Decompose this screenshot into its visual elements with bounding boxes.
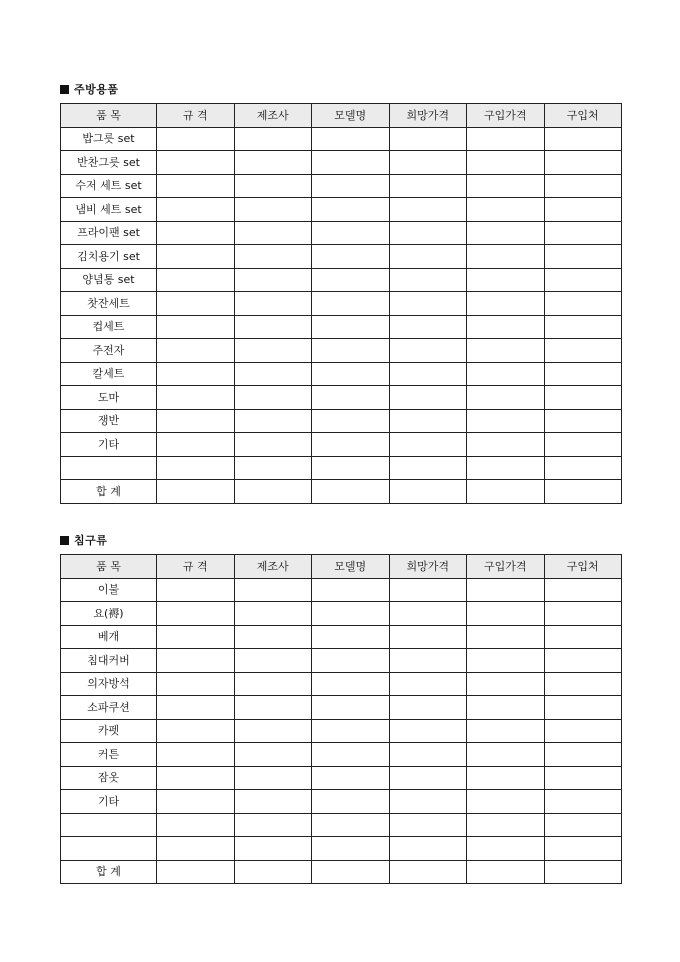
entry-cell[interactable] [467, 719, 545, 743]
entry-cell[interactable] [234, 386, 312, 410]
entry-cell[interactable] [467, 743, 545, 767]
entry-cell[interactable] [157, 292, 235, 316]
table-row [61, 362, 622, 386]
item-name-cell: 베개 [61, 625, 157, 649]
item-name-cell: 이불 [61, 578, 157, 602]
entry-cell[interactable] [467, 625, 545, 649]
item-name-cell: 잠옷 [61, 766, 157, 790]
entry-cell[interactable] [544, 386, 622, 410]
entry-cell[interactable] [389, 813, 467, 837]
item-name-cell: 소파쿠션 [61, 696, 157, 720]
entry-cell[interactable] [389, 433, 467, 457]
entry-cell[interactable] [312, 268, 390, 292]
entry-cell[interactable] [467, 174, 545, 198]
entry-cell[interactable] [157, 837, 235, 861]
table-row [61, 339, 622, 363]
table-row [61, 719, 622, 743]
section-title-bedding [60, 532, 107, 548]
entry-cell[interactable] [389, 837, 467, 861]
entry-cell[interactable] [389, 221, 467, 245]
item-name-cell: 냄비 세트 set [61, 198, 157, 222]
table-row [61, 649, 622, 673]
column-header: 모델명 [312, 104, 390, 128]
entry-cell[interactable] [157, 362, 235, 386]
table-row [61, 837, 622, 861]
entry-cell[interactable] [544, 649, 622, 673]
entry-cell[interactable] [467, 456, 545, 480]
item-name-cell [61, 813, 157, 837]
item-name-cell: 의자방석 [61, 672, 157, 696]
entry-cell[interactable] [234, 672, 312, 696]
entry-cell[interactable] [312, 719, 390, 743]
item-name-cell: 주전자 [61, 339, 157, 363]
entry-cell[interactable] [312, 625, 390, 649]
entry-cell[interactable] [467, 245, 545, 269]
column-header: 규 격 [157, 555, 235, 579]
item-name-cell [61, 456, 157, 480]
entry-cell[interactable] [157, 315, 235, 339]
section-title-text: 주방용품 [74, 83, 119, 96]
column-header: 희망가격 [389, 104, 467, 128]
entry-cell[interactable] [234, 174, 312, 198]
entry-cell[interactable] [157, 339, 235, 363]
entry-cell[interactable] [467, 860, 545, 884]
table-row [61, 409, 622, 433]
entry-cell[interactable] [467, 672, 545, 696]
item-name-cell: 기타 [61, 790, 157, 814]
entry-cell[interactable] [157, 649, 235, 673]
entry-cell[interactable] [389, 480, 467, 504]
entry-cell[interactable] [234, 649, 312, 673]
entry-cell[interactable] [312, 860, 390, 884]
entry-cell[interactable] [157, 625, 235, 649]
entry-cell[interactable] [467, 362, 545, 386]
entry-cell[interactable] [234, 409, 312, 433]
entry-cell[interactable] [389, 362, 467, 386]
table-row [61, 456, 622, 480]
item-name-cell: 합 계 [61, 480, 157, 504]
entry-cell[interactable] [157, 386, 235, 410]
entry-cell[interactable] [234, 339, 312, 363]
table-row [61, 245, 622, 269]
item-name-cell: 칼세트 [61, 362, 157, 386]
entry-cell[interactable] [389, 339, 467, 363]
entry-cell[interactable] [234, 480, 312, 504]
entry-cell[interactable] [234, 362, 312, 386]
table-row [61, 174, 622, 198]
entry-cell[interactable] [544, 837, 622, 861]
entry-cell[interactable] [544, 602, 622, 626]
item-name-cell [61, 837, 157, 861]
entry-cell[interactable] [312, 456, 390, 480]
item-name-cell: 합 계 [61, 860, 157, 884]
column-header: 구입가격 [467, 104, 545, 128]
bedding-items-table [60, 554, 622, 884]
entry-cell[interactable] [157, 245, 235, 269]
entry-cell[interactable] [234, 860, 312, 884]
column-header: 구입가격 [467, 555, 545, 579]
entry-cell[interactable] [467, 198, 545, 222]
table-row [61, 386, 622, 410]
table-row [61, 268, 622, 292]
entry-cell[interactable] [544, 174, 622, 198]
entry-cell[interactable] [234, 578, 312, 602]
entry-cell[interactable] [157, 743, 235, 767]
entry-cell[interactable] [389, 672, 467, 696]
entry-cell[interactable] [544, 790, 622, 814]
table-row [61, 672, 622, 696]
entry-cell[interactable] [544, 151, 622, 175]
entry-cell[interactable] [544, 221, 622, 245]
kitchen-items-table [60, 103, 622, 504]
entry-cell[interactable] [312, 480, 390, 504]
entry-cell[interactable] [389, 766, 467, 790]
entry-cell[interactable] [389, 245, 467, 269]
entry-cell[interactable] [234, 221, 312, 245]
entry-cell[interactable] [544, 766, 622, 790]
column-header: 제조사 [234, 555, 312, 579]
entry-cell[interactable] [312, 198, 390, 222]
entry-cell[interactable] [157, 696, 235, 720]
entry-cell[interactable] [467, 268, 545, 292]
entry-cell[interactable] [544, 480, 622, 504]
entry-cell[interactable] [234, 813, 312, 837]
entry-cell[interactable] [157, 672, 235, 696]
item-name-cell: 밥그릇 set [61, 127, 157, 151]
entry-cell[interactable] [157, 860, 235, 884]
entry-cell[interactable] [157, 766, 235, 790]
entry-cell[interactable] [234, 837, 312, 861]
entry-cell[interactable] [544, 813, 622, 837]
table-row [61, 315, 622, 339]
entry-cell[interactable] [312, 766, 390, 790]
entry-cell[interactable] [157, 578, 235, 602]
entry-cell[interactable] [157, 174, 235, 198]
entry-cell[interactable] [544, 362, 622, 386]
entry-cell[interactable] [312, 127, 390, 151]
column-header: 품 목 [61, 104, 157, 128]
entry-cell[interactable] [389, 174, 467, 198]
column-header: 모델명 [312, 555, 390, 579]
entry-cell[interactable] [467, 151, 545, 175]
entry-cell[interactable] [467, 578, 545, 602]
entry-cell[interactable] [544, 245, 622, 269]
entry-cell[interactable] [467, 602, 545, 626]
item-name-cell: 쟁반 [61, 409, 157, 433]
entry-cell[interactable] [467, 696, 545, 720]
entry-cell[interactable] [234, 245, 312, 269]
entry-cell[interactable] [312, 649, 390, 673]
entry-cell[interactable] [389, 151, 467, 175]
table-row [61, 198, 622, 222]
entry-cell[interactable] [312, 433, 390, 457]
section-title-kitchen [60, 81, 119, 97]
item-name-cell: 반찬그릇 set [61, 151, 157, 175]
entry-cell[interactable] [544, 198, 622, 222]
entry-cell[interactable] [312, 696, 390, 720]
entry-cell[interactable] [312, 292, 390, 316]
item-name-cell: 요(褥) [61, 602, 157, 626]
column-header: 구입처 [544, 104, 622, 128]
entry-cell[interactable] [389, 625, 467, 649]
entry-cell[interactable] [389, 315, 467, 339]
entry-cell[interactable] [312, 339, 390, 363]
item-name-cell: 수저 세트 set [61, 174, 157, 198]
table-row [61, 743, 622, 767]
entry-cell[interactable] [312, 813, 390, 837]
header-row [61, 104, 622, 128]
entry-cell[interactable] [467, 649, 545, 673]
entry-cell[interactable] [312, 743, 390, 767]
entry-cell[interactable] [312, 672, 390, 696]
entry-cell[interactable] [467, 790, 545, 814]
entry-cell[interactable] [389, 268, 467, 292]
entry-cell[interactable] [312, 362, 390, 386]
entry-cell[interactable] [312, 409, 390, 433]
entry-cell[interactable] [157, 221, 235, 245]
entry-cell[interactable] [234, 456, 312, 480]
entry-cell[interactable] [544, 315, 622, 339]
table-row [61, 127, 622, 151]
table-row [61, 790, 622, 814]
entry-cell[interactable] [312, 837, 390, 861]
entry-cell[interactable] [467, 127, 545, 151]
column-header: 품 목 [61, 555, 157, 579]
section-title-text: 침구류 [74, 534, 108, 547]
entry-cell[interactable] [234, 127, 312, 151]
entry-cell[interactable] [544, 268, 622, 292]
item-name-cell: 양념통 set [61, 268, 157, 292]
table-row [61, 602, 622, 626]
entry-cell[interactable] [389, 127, 467, 151]
entry-cell[interactable] [234, 151, 312, 175]
entry-cell[interactable] [544, 456, 622, 480]
entry-cell[interactable] [544, 339, 622, 363]
entry-cell[interactable] [467, 837, 545, 861]
entry-cell[interactable] [157, 790, 235, 814]
entry-cell[interactable] [389, 386, 467, 410]
entry-cell[interactable] [157, 813, 235, 837]
entry-cell[interactable] [312, 151, 390, 175]
black-square-icon [60, 536, 69, 545]
entry-cell[interactable] [467, 433, 545, 457]
column-header: 희망가격 [389, 555, 467, 579]
entry-cell[interactable] [157, 268, 235, 292]
item-name-cell: 커튼 [61, 743, 157, 767]
entry-cell[interactable] [234, 743, 312, 767]
table-row [61, 578, 622, 602]
table-row [61, 151, 622, 175]
entry-cell[interactable] [312, 386, 390, 410]
entry-cell[interactable] [312, 245, 390, 269]
entry-cell[interactable] [234, 602, 312, 626]
entry-cell[interactable] [544, 409, 622, 433]
item-name-cell: 카펫 [61, 719, 157, 743]
entry-cell[interactable] [312, 174, 390, 198]
item-name-cell: 찻잔세트 [61, 292, 157, 316]
entry-cell[interactable] [157, 127, 235, 151]
entry-cell[interactable] [544, 292, 622, 316]
item-name-cell: 기타 [61, 433, 157, 457]
entry-cell[interactable] [544, 743, 622, 767]
item-name-cell: 김치용기 set [61, 245, 157, 269]
entry-cell[interactable] [544, 860, 622, 884]
entry-cell[interactable] [157, 719, 235, 743]
entry-cell[interactable] [389, 719, 467, 743]
table-row [61, 433, 622, 457]
entry-cell[interactable] [157, 151, 235, 175]
table-row [61, 813, 622, 837]
entry-cell[interactable] [234, 719, 312, 743]
entry-cell[interactable] [234, 766, 312, 790]
entry-cell[interactable] [544, 578, 622, 602]
header-row [61, 555, 622, 579]
entry-cell[interactable] [234, 198, 312, 222]
entry-cell[interactable] [544, 696, 622, 720]
entry-cell[interactable] [312, 315, 390, 339]
entry-cell[interactable] [157, 409, 235, 433]
table-row [61, 292, 622, 316]
entry-cell[interactable] [544, 625, 622, 649]
entry-cell[interactable] [467, 386, 545, 410]
entry-cell[interactable] [467, 480, 545, 504]
entry-cell[interactable] [467, 221, 545, 245]
entry-cell[interactable] [389, 602, 467, 626]
entry-cell[interactable] [389, 456, 467, 480]
entry-cell[interactable] [234, 268, 312, 292]
table-row [61, 696, 622, 720]
item-name-cell: 컵세트 [61, 315, 157, 339]
item-name-cell: 침대커버 [61, 649, 157, 673]
black-square-icon [60, 85, 69, 94]
entry-cell[interactable] [544, 672, 622, 696]
entry-cell[interactable] [544, 127, 622, 151]
entry-cell[interactable] [544, 433, 622, 457]
entry-cell[interactable] [467, 315, 545, 339]
entry-cell[interactable] [157, 433, 235, 457]
entry-cell[interactable] [467, 813, 545, 837]
table-row [61, 766, 622, 790]
entry-cell[interactable] [312, 602, 390, 626]
table-row [61, 221, 622, 245]
entry-cell[interactable] [234, 433, 312, 457]
total-row [61, 480, 622, 504]
entry-cell[interactable] [389, 578, 467, 602]
entry-cell[interactable] [389, 860, 467, 884]
entry-cell[interactable] [544, 719, 622, 743]
entry-cell[interactable] [389, 198, 467, 222]
entry-cell[interactable] [467, 409, 545, 433]
entry-cell[interactable] [234, 292, 312, 316]
entry-cell[interactable] [467, 292, 545, 316]
column-header: 규 격 [157, 104, 235, 128]
item-name-cell: 도마 [61, 386, 157, 410]
entry-cell[interactable] [234, 625, 312, 649]
entry-cell[interactable] [467, 766, 545, 790]
entry-cell[interactable] [157, 456, 235, 480]
entry-cell[interactable] [157, 480, 235, 504]
entry-cell[interactable] [312, 578, 390, 602]
entry-cell[interactable] [389, 743, 467, 767]
entry-cell[interactable] [234, 315, 312, 339]
table-row [61, 625, 622, 649]
entry-cell[interactable] [467, 339, 545, 363]
entry-cell[interactable] [389, 696, 467, 720]
column-header: 구입처 [544, 555, 622, 579]
item-name-cell: 프라이팬 set [61, 221, 157, 245]
entry-cell[interactable] [312, 790, 390, 814]
total-row [61, 860, 622, 884]
entry-cell[interactable] [389, 292, 467, 316]
entry-cell[interactable] [389, 790, 467, 814]
entry-cell[interactable] [234, 790, 312, 814]
entry-cell[interactable] [157, 198, 235, 222]
entry-cell[interactable] [389, 649, 467, 673]
entry-cell[interactable] [389, 409, 467, 433]
column-header: 제조사 [234, 104, 312, 128]
entry-cell[interactable] [157, 602, 235, 626]
entry-cell[interactable] [234, 696, 312, 720]
entry-cell[interactable] [312, 221, 390, 245]
